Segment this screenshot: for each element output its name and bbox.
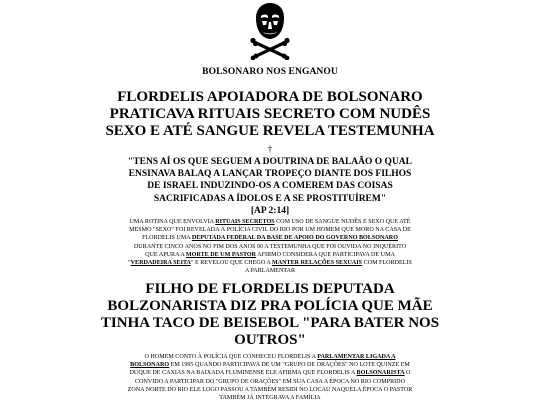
text-run: COM USO DE SANGUE NUDÊS E SEXO QUE ATÉ — [274, 219, 411, 225]
headline-1 — [40, 89, 500, 140]
emphasis: RITUAIS SECRETOS — [215, 219, 275, 225]
text-line: A PARLAMENTAR — [244, 268, 296, 275]
headline-2-line: BOLZONARISTA DIZ PRA POLÍCIA QUE MÃE — [107, 298, 433, 314]
text-run: FLORDELIS UMA — [142, 235, 192, 242]
quote-reference: [AP 2:14] — [250, 205, 290, 216]
quote-line: "TENS AÍ OS QUE SEGUEM A DOUTRINA DE BALAÃO O QUAL — [128, 157, 412, 167]
headline-2 — [40, 281, 500, 349]
text-line: CONVIDO A PARTICIPAR DO "GRUPO DE ORAÇÕES" EM SUA CASA A ÉPOCA NO RIO COMPRIDO — [135, 378, 405, 385]
quote-line: ENSINAVA BALAQ A LANÇAR TROPEÇO DIANTE DOS FILHOS — [128, 169, 412, 180]
bible-quote — [60, 156, 480, 217]
text-run: AFIRMO CONSIDERA QUE PARTICIPAVA DE UMA — [256, 251, 395, 258]
text-run: COM FLORDELIS — [362, 260, 412, 267]
headline-2-line: OUTROS" — [234, 332, 306, 348]
headline-1-line: PRATICAVA RITUAIS SECRETO COM NUDÊS — [109, 106, 431, 122]
paragraph-2 — [80, 353, 460, 402]
emphasis: VERDADEIRA SEITA — [130, 260, 191, 267]
text-run: O — [404, 370, 411, 377]
text-line: MESMO "SEXO" FOI REVELADA À POLÍCIA CIVIL DO RIO POR UM HOMEM QUE MORO NA CASA DE — [129, 227, 411, 234]
headline-1-line: SEXO E ATÉ SANGUE REVELA TESTEMUNHA — [105, 123, 435, 139]
text-line: ZONA NORTE DO RIO ELE LOGO PASSOU A TAMBÉM RESIDI NO LOCAU NAQUELA ÉPOCA O PASTOR — [127, 386, 413, 393]
text-line: TAMBÉM JÁ INTEGRAVA A FAMÍLIA — [219, 395, 321, 402]
text-run: QUE APURA A — [145, 251, 186, 258]
text-run: O HOMEM CONTO À POLÍCIA QUE CONHECEU FLORDELIS A — [144, 354, 318, 360]
text-run: " E REVELOU QUE CHEGO A — [190, 260, 272, 267]
skull-crossbones-portrait-icon — [248, 2, 292, 60]
text-run: " — [128, 260, 131, 267]
text-run: DUQUE DE CAXIAS NA BAIXADA FLUMINENSE ELE AFIRMA QUE FLORDELIS A — [129, 370, 357, 377]
emphasis: BOLSONARISTA — [356, 370, 405, 377]
site-title: BOLSONARO NOS ENGANOU — [202, 67, 338, 77]
headline-2-line: TINHA TACO DE BEISEBOL "PARA BATER NOS — [100, 315, 440, 331]
text-run: UMA ROTINA QUE ENVOLVIA — [129, 219, 216, 225]
emphasis: MANTER RELAÇÕES SEXUAIS — [272, 260, 363, 267]
emphasis: BOLSONARO — [130, 362, 170, 369]
quote-line: DE ISRAEL INDUZINDO-OS A COMEREM DAS COISAS — [147, 181, 393, 192]
paragraph-1 — [80, 218, 460, 275]
headline-1-line: FLORDELIS APOIADORA DE BOLSONARO — [117, 89, 423, 105]
quote-line: SACRIFICADAS A ÍDOLOS E A SE PROSTITUÍREM" — [153, 193, 387, 204]
text-run: EM 1995 QUANDO PARTICIPAVA DE UM "GRUPO DE ORAÇÕES" NO LOTE QUINZE EM — [169, 362, 410, 369]
text-line: DURANTE CINCO ANOS NO FIM DOS ANOS 90 A TESTEMUNHA QUE FOI OUVIDA NO INQUÉRITO — [133, 243, 407, 250]
emphasis: DEPUTADA FEDERAL DA BASE DE APOIO DO GOVERNO BOLSONARO — [191, 235, 398, 242]
cross-icon: † — [267, 144, 273, 154]
emphasis: PARLAMENTAR LIGADA A — [317, 354, 396, 360]
emphasis: MORTE DE UM PASTOR — [185, 251, 257, 258]
headline-2-line: FILHO DE FLORDELIS DEPUTADA — [145, 281, 395, 297]
